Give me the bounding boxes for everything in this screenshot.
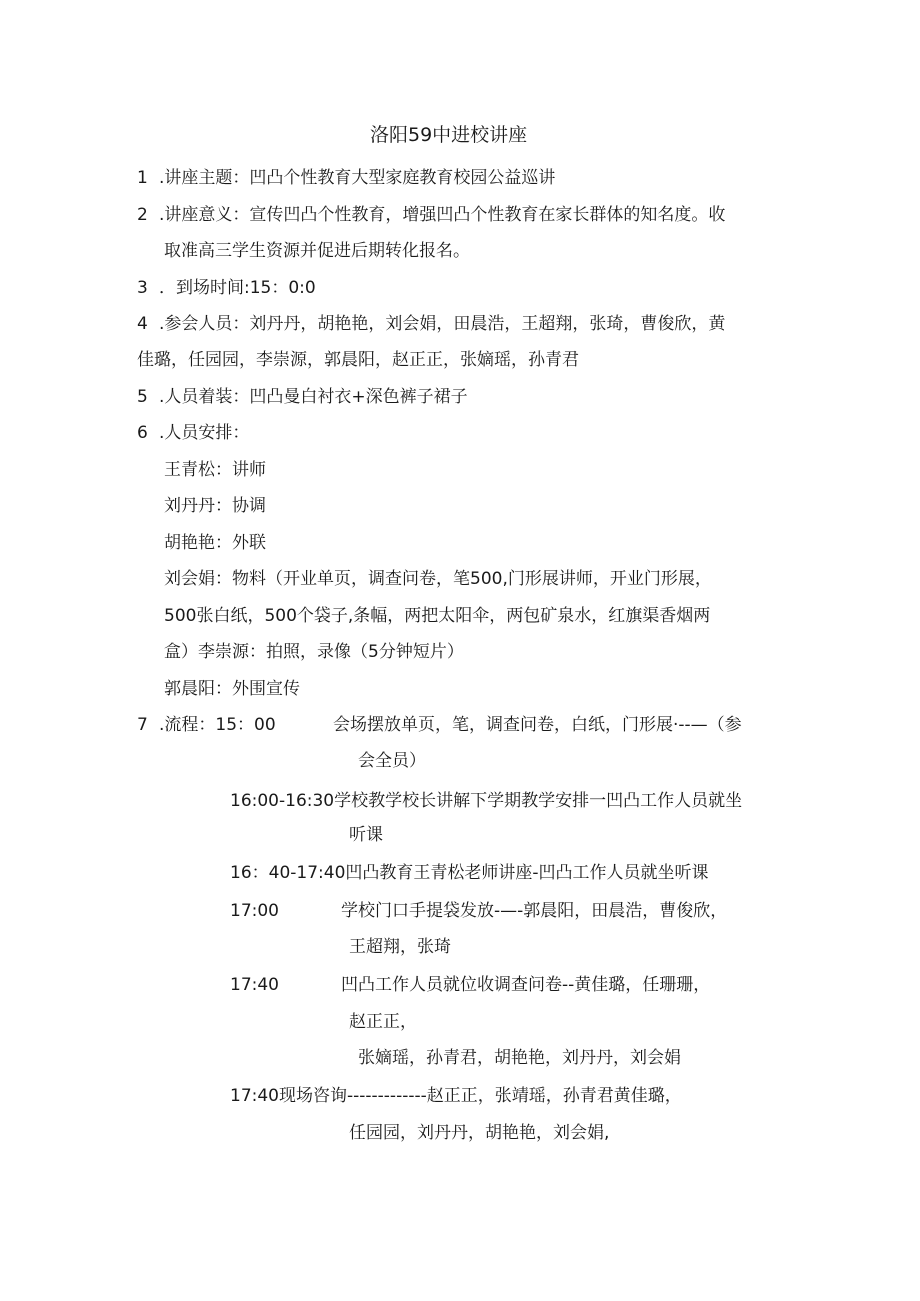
flow-step-line: 赵正正， <box>349 1012 417 1032</box>
item-3-text: ．到场时间:15：0:0 <box>159 278 316 298</box>
flow-step-time: 17:00 <box>230 901 279 921</box>
item-5-text: .人员着装：凹凸曼白衬衣+深色裤子裙子 <box>159 387 468 407</box>
flow-step-line: 凹凸工作人员就位收调查问卷--黄佳璐，任珊珊， <box>341 975 711 995</box>
flow-step-line: 16：40-17:40凹凸教育王青松老师讲座-凹凸工作人员就坐听课 <box>230 863 709 883</box>
flow-step-time: 17:40 <box>230 975 279 995</box>
item-4-line-2: 佳璐，任园园，李崇源，郭晨阳，赵正正，张嫡瑶，孙青君 <box>137 350 579 370</box>
item-7-label: .流程：15：00 <box>159 715 276 735</box>
item-1-number: 1 <box>137 168 148 188</box>
flow-step-line: 会场摆放单页，笔，调查问卷，白纸，门形展·--—（参 <box>333 715 742 735</box>
item-5-number: 5 <box>137 387 148 407</box>
item-2-line-2: 取准高三学生资源并促进后期转化报名。 <box>164 241 470 261</box>
flow-step-line: 听课 <box>349 825 383 845</box>
staff-role-line: 500张白纸，500个袋子,条幅，两把太阳伞，两包矿泉水，红旗渠香烟两 <box>164 606 711 626</box>
item-6-number: 6 <box>137 423 148 443</box>
item-2-number: 2 <box>137 205 148 225</box>
flow-step-line: 任园园，刘丹丹，胡艳艳，刘会娟, <box>349 1123 610 1143</box>
item-4-line-1: .参会人员：刘丹丹，胡艳艳，刘会娟，田晨浩，王超翔，张琦，曹俊欣，黄 <box>159 314 726 334</box>
staff-role-line: 盒）李崇源：拍照，录像（5分钟短片） <box>164 642 464 662</box>
item-1-text: .讲座主题：凹凸个性教育大型家庭教育校园公益巡讲 <box>159 168 556 188</box>
flow-step-line: 张嫡瑶，孙青君，胡艳艳，刘丹丹，刘会娟 <box>358 1048 681 1068</box>
item-2-line-1: .讲座意义：宣传凹凸个性教育，增强凹凸个性教育在家长群体的知名度。收 <box>159 205 726 225</box>
flow-step-line: 17:40现场咨询-------------赵正正，张靖瑶，孙青君黄佳璐， <box>230 1086 682 1106</box>
item-7-number: 7 <box>137 715 148 735</box>
item-3-number: 3 <box>137 278 148 298</box>
flow-step-line: 学校门口手提袋发放-—-郭晨阳，田晨浩，曹俊欣， <box>341 901 728 921</box>
staff-role-line: 刘会娟：物料（开业单页，调查问卷，笔500,门形展讲师，开业门形展， <box>164 569 712 589</box>
flow-step-line: 16:00-16:30学校教学校长讲解下学期教学安排一凹凸工作人员就坐 <box>230 791 743 811</box>
staff-role-line: 胡艳艳：外联 <box>164 533 266 553</box>
staff-role-line: 王青松：讲师 <box>164 460 266 480</box>
flow-step-line: 王超翔，张琦 <box>349 937 451 957</box>
page-title: 洛阳59中进校讲座 <box>370 124 528 146</box>
item-4-number: 4 <box>137 314 148 334</box>
item-6-text: .人员安排： <box>159 423 250 443</box>
flow-step-line: 会全员） <box>358 751 426 771</box>
staff-role-line: 刘丹丹：协调 <box>164 496 266 516</box>
staff-role-line: 郭晨阳：外围宣传 <box>164 679 300 699</box>
